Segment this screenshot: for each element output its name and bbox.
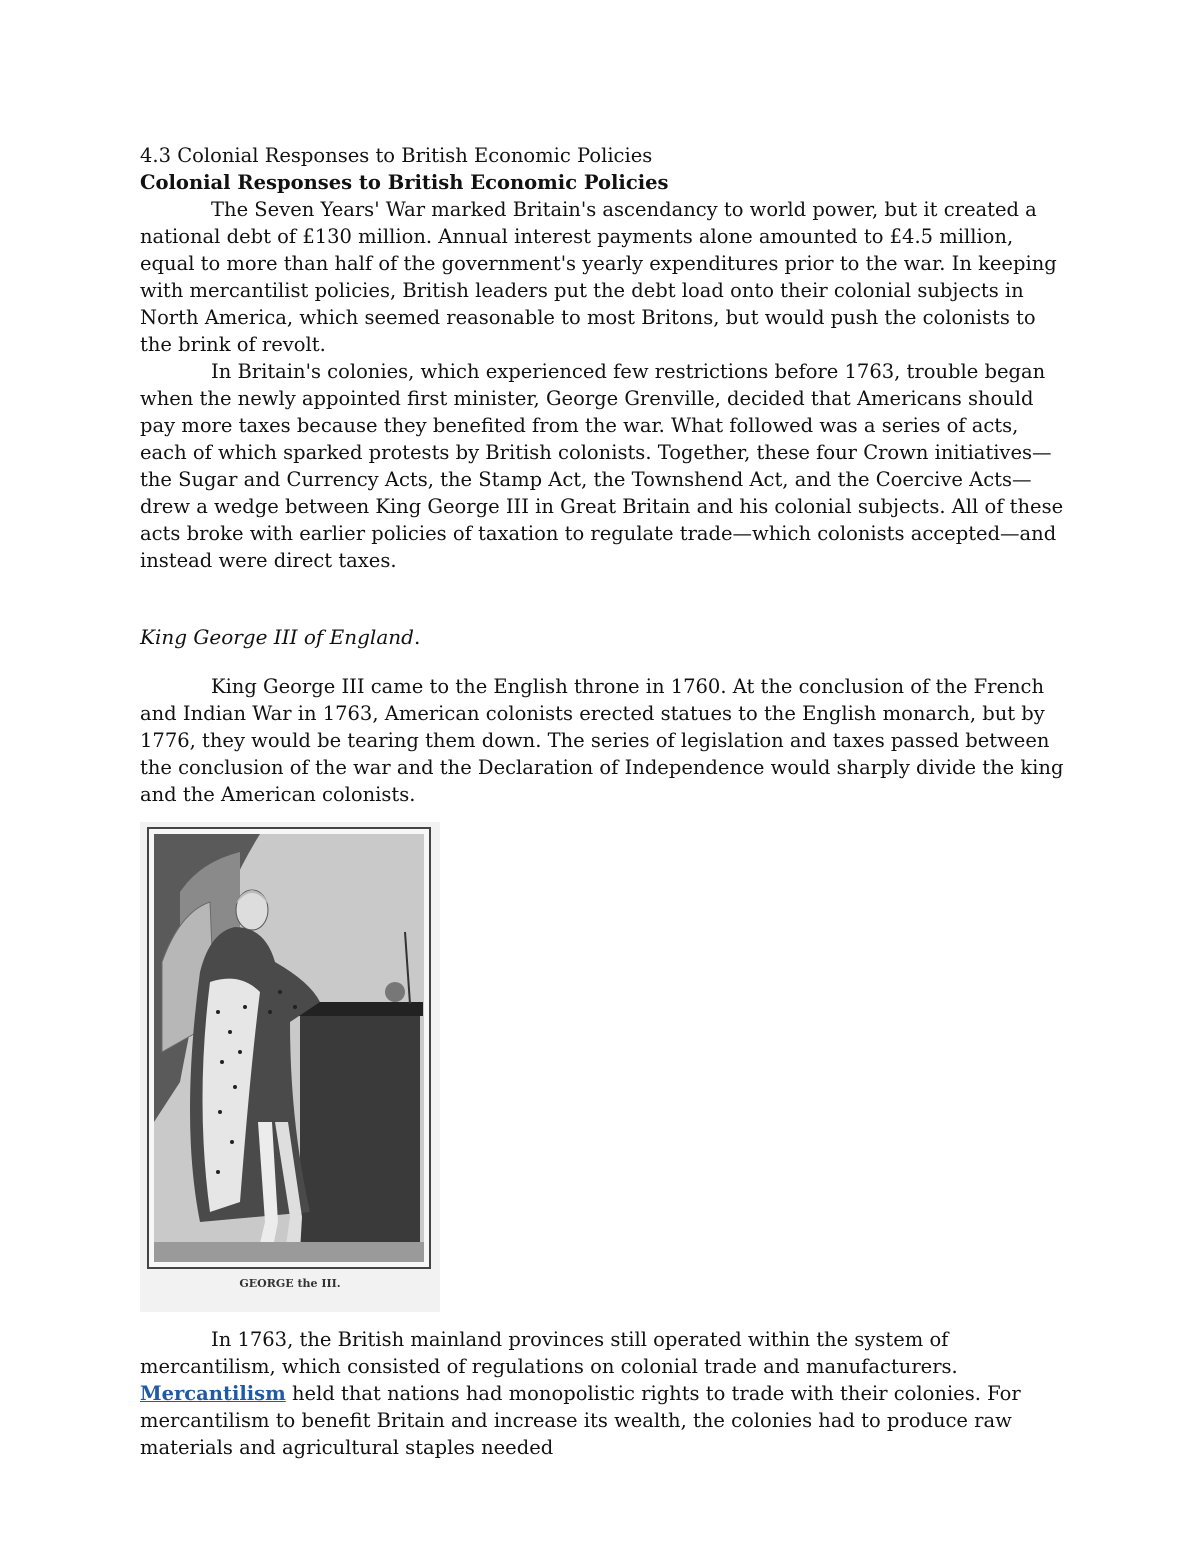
paragraph-grenville: In Britain's colonies, which experienced few restrictions before 1763, trouble began when the newly appointed first minister, George Grenville, decided that Americans should pay more taxes because they benefited from the war. What followed was a series of acts, each of which sparked protests by British colonists. Together, these four Crown initiatives—the Sugar and Currency Acts, the Stamp Act, the Townshend Act, and the Coercive Acts—drew a wedge between King George III in Great Britain and his colonial subjects. All of these acts broke with earlier policies of taxation to regulate trade—which colonists accepted—and instead were direct taxes. xyxy=(140,360,1064,572)
paragraph-mercantilism-start: In 1763, the British mainland provinces still operated within the system of mercantilism, which consisted of regulations on colonial trade and manufacturers. xyxy=(140,1328,958,1378)
paragraph-mercantilism xyxy=(140,1326,1070,1461)
paragraph-debt: The Seven Years' War marked Britain's ascendancy to world power, but it created a national debt of £130 million. Annual interest payments alone amounted to £4.5 million, equal to more than half of the government's yearly expenditures prior to the war. In keeping with mercantilist policies, British leaders put the debt load onto their colonial subjects in North America, which seemed reasonable to most Britons, but would push the colonists to the brink of revolt. xyxy=(140,198,1057,356)
figure-caption xyxy=(140,624,1070,651)
figure-caption-text: King George III of England xyxy=(140,625,414,649)
paragraph-king-george: King George III came to the English throne in 1760. At the conclusion of the French and Indian War in 1763, American colonists erected statues to the English monarch, but by 1776, they would be tearing them down. The series of legislation and taxes passed between the conclusion of the war and the Declaration of Independence would sharply divide the king and the American colonists. xyxy=(140,675,1064,806)
mercantilism-link[interactable]: Mercantilism xyxy=(140,1382,286,1405)
king-george-engraving xyxy=(140,822,440,1312)
engraving-plate-title: GEORGE the III. xyxy=(239,1277,341,1290)
section-heading: Colonial Responses to British Economic Policies xyxy=(140,171,669,194)
document-title: 4.3 Colonial Responses to British Economic Policies xyxy=(140,144,653,167)
paragraph-mercantilism-end: held that nations had monopolistic rights to trade with their colonies. For mercantilism to benefit Britain and increase its wealth, the colonies had to produce raw materials and agricultural staples needed xyxy=(140,1382,1021,1459)
figure-caption-period: . xyxy=(413,625,421,649)
document-body xyxy=(140,142,1070,1461)
engraving-image xyxy=(140,822,440,1312)
